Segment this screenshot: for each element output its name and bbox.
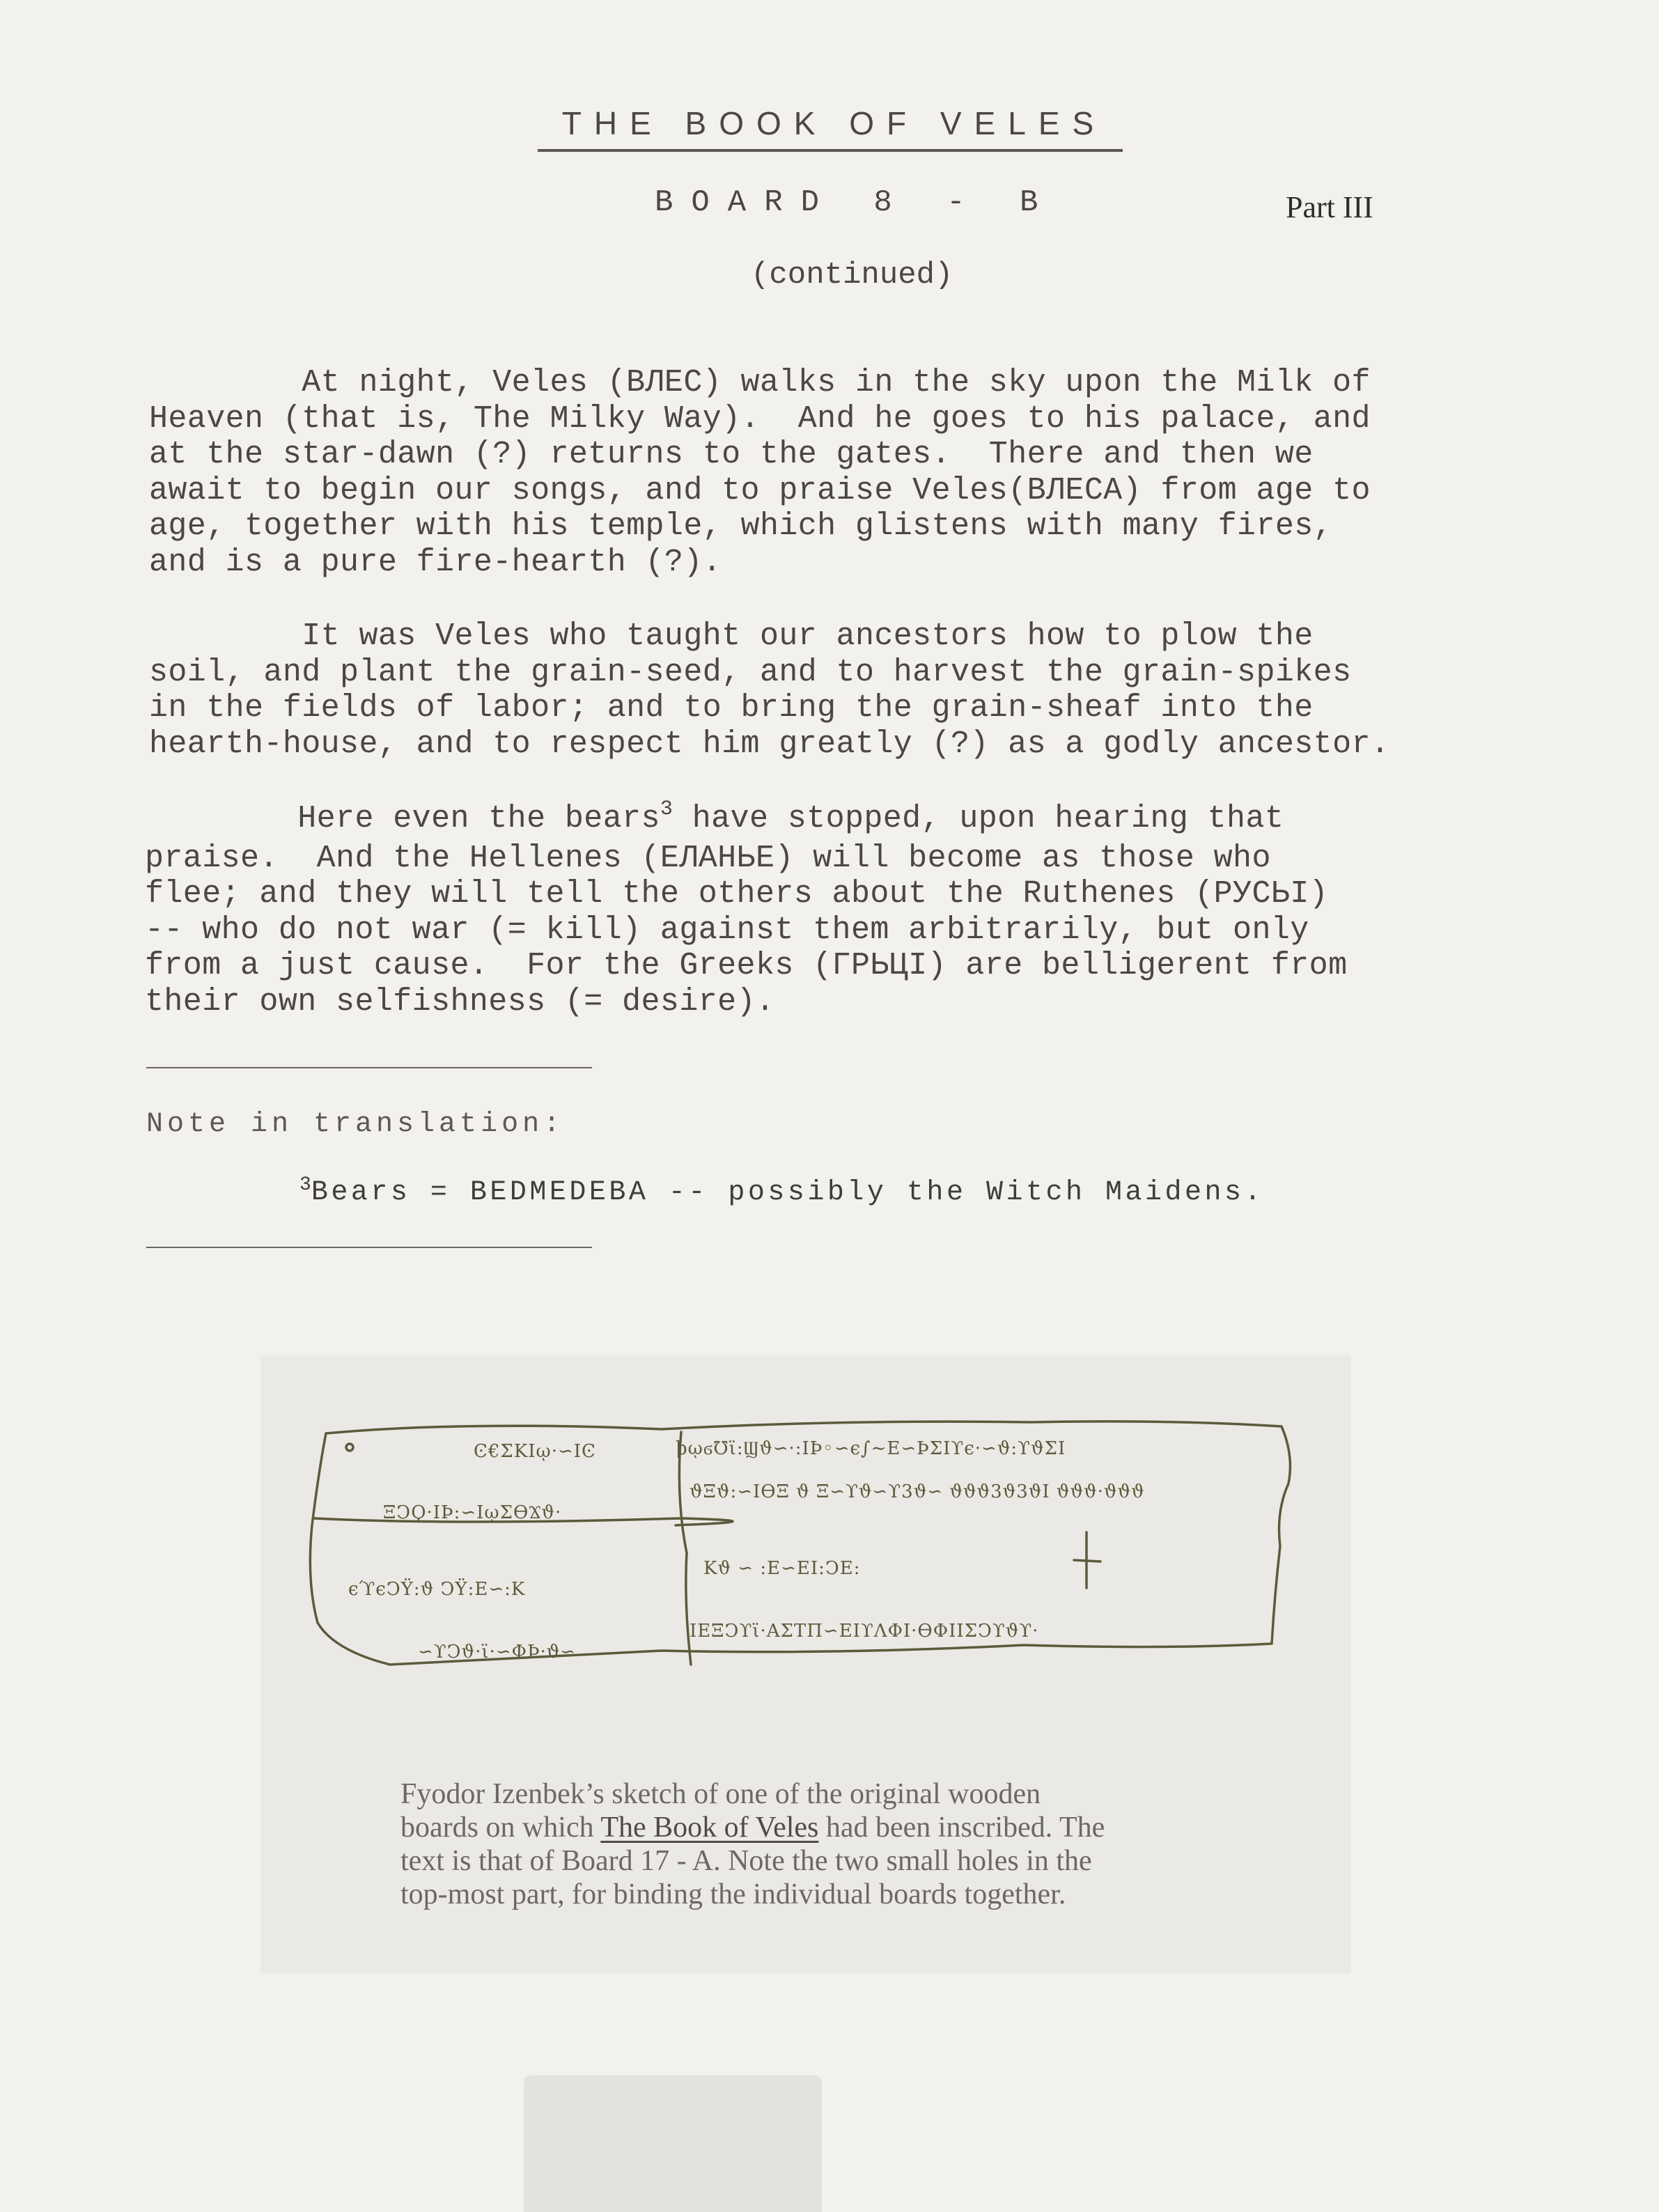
svg-text:ϵϓϵϽΫ:ϑ ϽΫ:Ε∽:Κ: ϵϓϵϽΫ:ϑ ϽΫ:Ε∽:Κ [348, 1579, 526, 1600]
svg-text:ΞϽϘ·ΙϷ:∽ΙῳΣϴϪϑ·: ΞϽϘ·ΙϷ:∽ΙῳΣϴϪϑ· [383, 1502, 562, 1523]
paragraph-3-start: Here even the bears [145, 801, 660, 836]
document-title: THE BOOK OF VELES [561, 105, 1107, 141]
paragraph-3-rest: have stopped, upon hearing that praise. And the Hellenes (ЕЛАНЬЕ) will become as those who flee; and they will tell the others about the Ruthenes (РУСЬІ) -- who do not war (= kill) against them arbitrarily, but only from a just cause. For the Greeks (ГРЬЦІ) are belligerent from their own selfishness (= desire). [145, 801, 1348, 1020]
note-body: Bears = BEDMEDEBA -- possibly the Witch Maidens. [311, 1177, 1264, 1208]
page-smudge [524, 2075, 822, 2212]
figure-caption [400, 1777, 1306, 1911]
svg-text:Ͼ€ΣΚΙῳ·∽ΙϾ: Ͼ€ΣΚΙῳ·∽ΙϾ [474, 1441, 596, 1462]
caption-text-end: had been inscribed. The text is that of Board 17 - A. Note the two small holes in the top-most part, for binding the individual boards together. [400, 1812, 1105, 1910]
svg-text:∽ϒϽϑ·ϊ·∽ΦϷ·ϑ∽: ∽ϒϽϑ·ϊ·∽ΦϷ·ϑ∽ [418, 1642, 577, 1662]
caption-text-start: Fyodor Izenbek’s sketch of one of the original wooden boards on which [400, 1778, 1041, 1844]
footnote-marker: 3 [660, 797, 673, 821]
title-underline [538, 149, 1123, 152]
caption-book-title: The Book of Veles [600, 1812, 819, 1844]
svg-text:ϸῳϭ℧ϊ:Ϣϑ∽·:ΙϷ◦∽ϵ∫∼Ε∽ϷΣΙϒϵ·∽ϑ:ϒ: ϸῳϭ℧ϊ:Ϣϑ∽·:ΙϷ◦∽ϵ∫∼Ε∽ϷΣΙϒϵ·∽ϑ:ϒϑΣΙ [676, 1438, 1066, 1459]
paragraph-3 [145, 797, 1545, 1020]
note-text [299, 1174, 1264, 1208]
svg-text:Κϑ ∽ :Ε∽ΕΙ:ϽΕ:: Κϑ ∽ :Ε∽ΕΙ:ϽΕ: [703, 1558, 861, 1579]
note-marker: 3 [299, 1174, 311, 1196]
paragraph-1: At night, Veles (ВЛЕС) walks in the sky upon the Milk of Heaven (that is, The Milky Way). And he goes to his palace, and at the star-dawn (?) returns to the gates. There and then we await to begin our songs, and to praise Veles(ВЛЕСА) from age to age, together with his temple, which glistens with many fires, and is a pure fire-hearth (?). [149, 365, 1371, 580]
part-label: Part III [1286, 190, 1373, 224]
wooden-board-sketch [299, 1414, 1309, 1706]
paragraph-2: It was Veles who taught our ancestors how to plow the soil, and plant the grain-seed, and to harvest the grain-spikes in the fields of labor; and to bring the grain-sheaf into the hearth-house, and to respect him greatly (?) as a godly ancestor. [149, 618, 1390, 762]
continued-label: (continued) [751, 258, 953, 293]
board-heading: BOARD 8 - B [655, 185, 1057, 220]
note-bottom-rule [146, 1247, 592, 1248]
svg-text:ϑΞϑ:∽ΙϴΞ ϑ Ξ∽ϒϑ∽ϒ3ϑ∽ ϑϑϑ3ϑ3ϑΙ: ϑΞϑ:∽ΙϴΞ ϑ Ξ∽ϒϑ∽ϒ3ϑ∽ ϑϑϑ3ϑ3ϑΙ ϑϑϑ·ϑϑϑ [690, 1481, 1145, 1502]
svg-text:ΙΕΞϽϒϊ·ΑΣΤΠ∽ΕΙϒΛΦΙ·ϴΦΙΙΣϽϒϑϒ·: ΙΕΞϽϒϊ·ΑΣΤΠ∽ΕΙϒΛΦΙ·ϴΦΙΙΣϽϒϑϒ· [690, 1621, 1039, 1642]
note-heading: Note in translation: [146, 1109, 565, 1140]
note-top-rule [146, 1067, 592, 1068]
